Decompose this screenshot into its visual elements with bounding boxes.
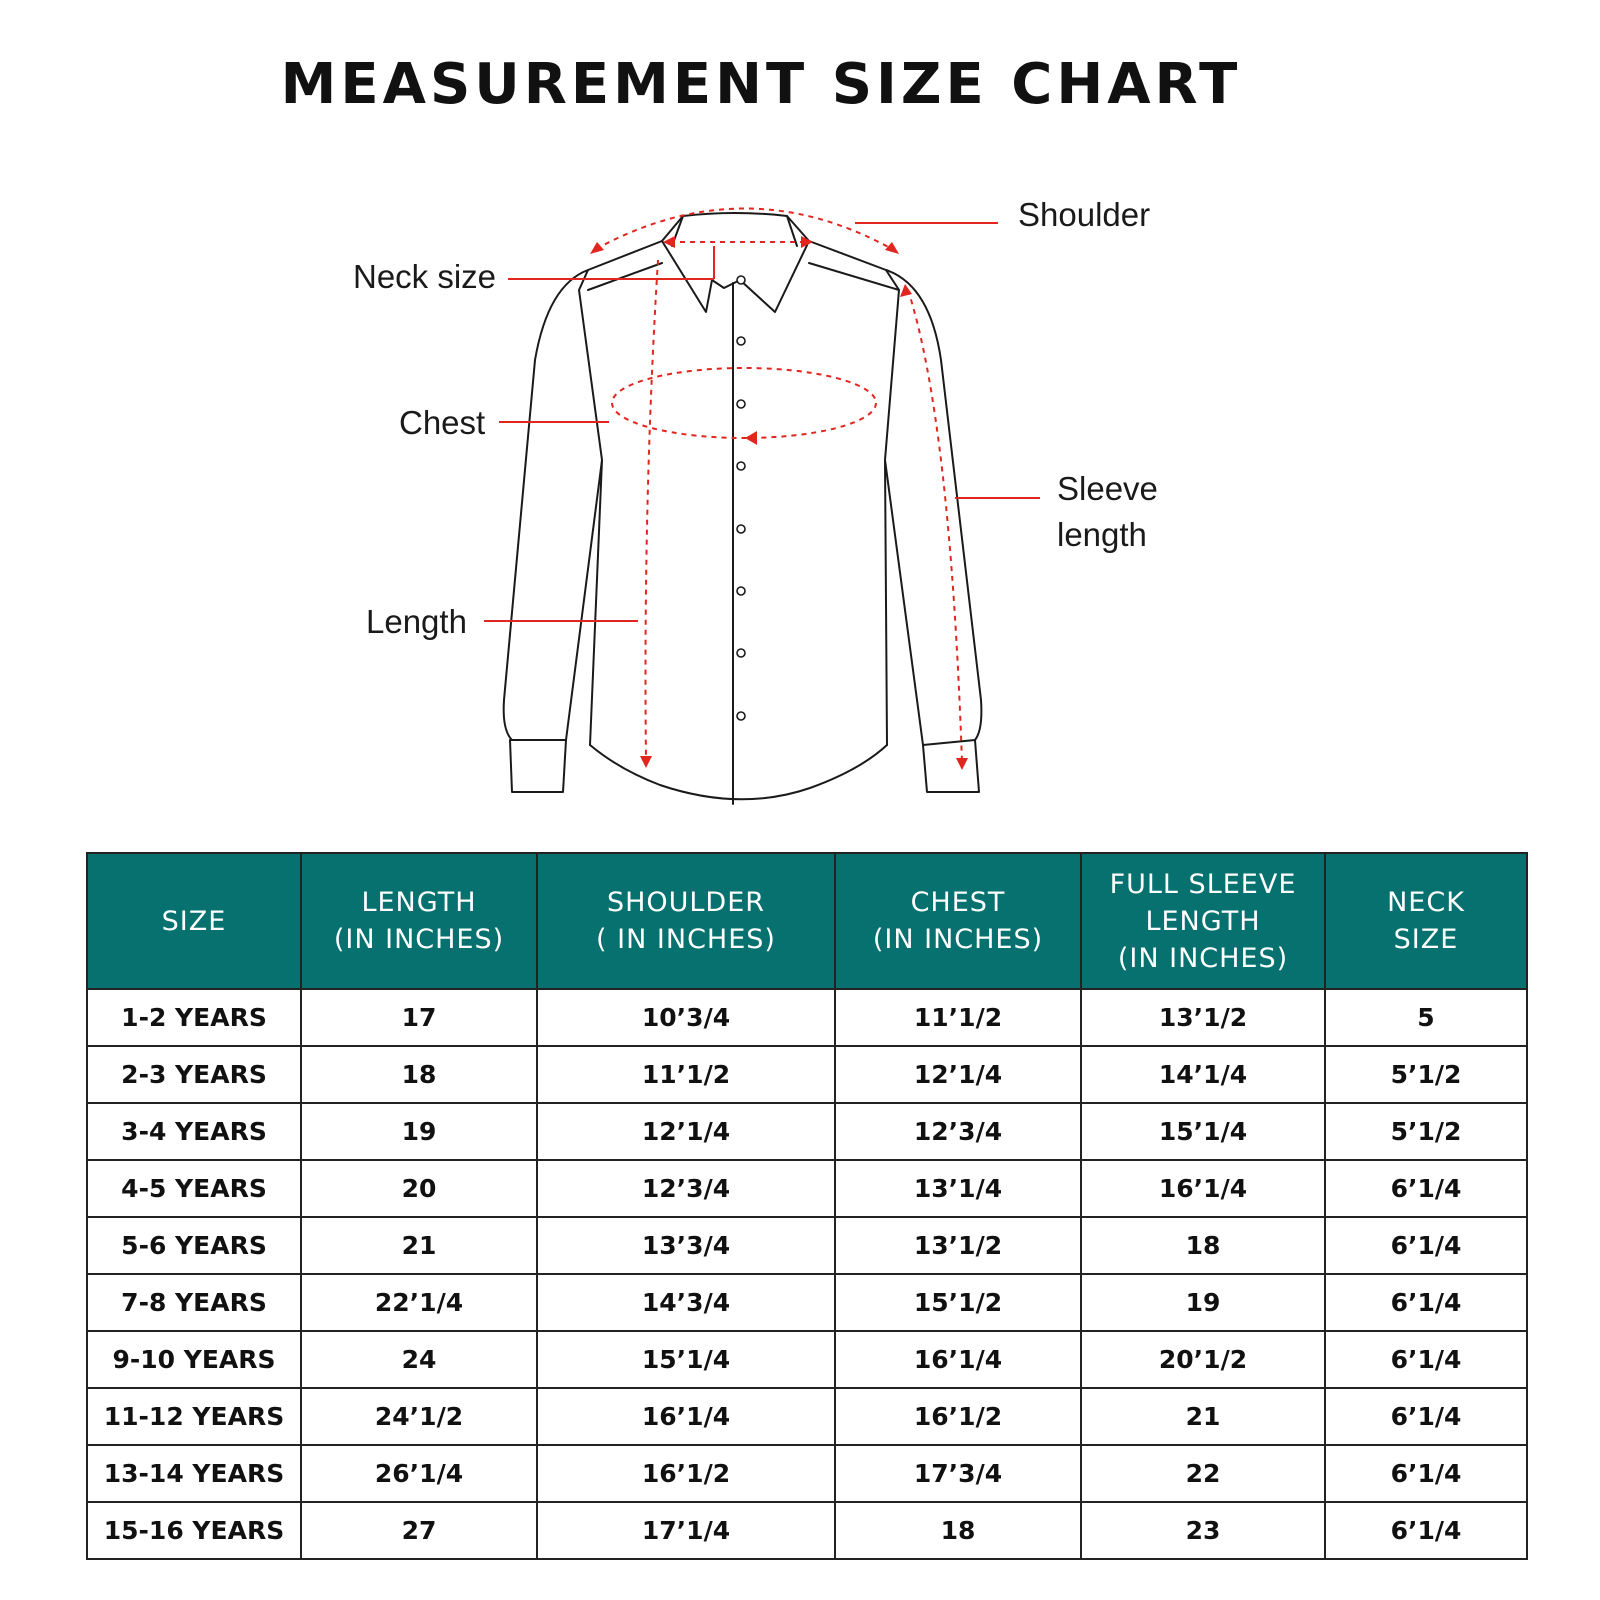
table-cell: 18 <box>301 1046 537 1103</box>
table-cell: 19 <box>1081 1274 1325 1331</box>
table-cell: 17’3/4 <box>835 1445 1081 1502</box>
table-cell: 23 <box>1081 1502 1325 1559</box>
table-row <box>87 1331 1527 1388</box>
table-cell: 14’3/4 <box>537 1274 835 1331</box>
table-row <box>87 1046 1527 1103</box>
table-row <box>87 1103 1527 1160</box>
column-header-label: SIZE <box>161 905 227 937</box>
table-cell: 16’1/4 <box>835 1331 1081 1388</box>
sleeve-length-label: Sleeve <box>1057 470 1158 507</box>
table-cell: 5-6 YEARS <box>87 1217 301 1274</box>
table-cell: 11-12 YEARS <box>87 1388 301 1445</box>
shirt-outline <box>504 213 982 804</box>
table-cell: 19 <box>301 1103 537 1160</box>
table-row <box>87 1502 1527 1559</box>
table-cell: 6’1/4 <box>1325 1445 1527 1502</box>
button-icon <box>737 587 745 595</box>
button-icon <box>737 337 745 345</box>
size-chart-table <box>86 852 1528 1560</box>
column-header-label: CHEST (IN INCHES) <box>872 887 1044 955</box>
table-cell: 5’1/2 <box>1325 1103 1527 1160</box>
table-cell: 22 <box>1081 1445 1325 1502</box>
neck-size-label: Neck size <box>353 258 497 295</box>
table-cell: 6’1/4 <box>1325 1502 1527 1559</box>
table-cell: 12’1/4 <box>537 1103 835 1160</box>
table-cell: 24’1/2 <box>301 1388 537 1445</box>
table-cell: 13-14 YEARS <box>87 1445 301 1502</box>
length-label: Length <box>366 603 467 640</box>
table-cell: 6’1/4 <box>1325 1274 1527 1331</box>
table-cell: 16’1/4 <box>537 1388 835 1445</box>
table-cell: 12’1/4 <box>835 1046 1081 1103</box>
table-cell: 15’1/4 <box>537 1331 835 1388</box>
table-cell: 13’1/4 <box>835 1160 1081 1217</box>
table-cell: 2-3 YEARS <box>87 1046 301 1103</box>
table-cell: 9-10 YEARS <box>87 1331 301 1388</box>
table-row <box>87 1445 1527 1502</box>
column-header-label: FULL SLEEVE LENGTH (IN INCHES) <box>1109 868 1297 974</box>
table-body <box>87 989 1527 1559</box>
column-header <box>537 853 835 989</box>
table-cell: 12’3/4 <box>537 1160 835 1217</box>
table-cell: 6’1/4 <box>1325 1160 1527 1217</box>
button-icon <box>737 649 745 657</box>
table-cell: 26’1/4 <box>301 1445 537 1502</box>
table-row <box>87 1217 1527 1274</box>
arrow-icon <box>590 242 604 254</box>
table-cell: 22’1/4 <box>301 1274 537 1331</box>
table-cell: 3-4 YEARS <box>87 1103 301 1160</box>
button-icon <box>737 712 745 720</box>
column-header-label: NECK SIZE <box>1387 887 1465 955</box>
table-cell: 5 <box>1325 989 1527 1046</box>
column-header <box>87 853 301 989</box>
chest-label: Chest <box>399 404 486 441</box>
shoulder-label: Shoulder <box>1018 196 1151 233</box>
table-cell: 11’1/2 <box>835 989 1081 1046</box>
table-cell: 21 <box>301 1217 537 1274</box>
button-icon <box>737 462 745 470</box>
table-cell: 16’1/4 <box>1081 1160 1325 1217</box>
table-cell: 11’1/2 <box>537 1046 835 1103</box>
arrow-icon <box>640 756 652 768</box>
table-cell: 13’1/2 <box>835 1217 1081 1274</box>
arrow-icon <box>745 431 757 445</box>
column-header <box>1081 853 1325 989</box>
table-cell: 21 <box>1081 1388 1325 1445</box>
page-title: MEASUREMENT SIZE CHART <box>280 52 1242 117</box>
table-cell: 1-2 YEARS <box>87 989 301 1046</box>
table-cell: 15-16 YEARS <box>87 1502 301 1559</box>
button-icon <box>737 525 745 533</box>
table-cell: 24 <box>301 1331 537 1388</box>
table-cell: 12’3/4 <box>835 1103 1081 1160</box>
table-row <box>87 1274 1527 1331</box>
table-cell: 5’1/2 <box>1325 1046 1527 1103</box>
table-cell: 14’1/4 <box>1081 1046 1325 1103</box>
column-header-label: LENGTH (IN INCHES) <box>333 887 505 955</box>
table-row <box>87 1388 1527 1445</box>
table-cell: 16’1/2 <box>835 1388 1081 1445</box>
arrow-icon <box>885 242 899 254</box>
table-cell: 4-5 YEARS <box>87 1160 301 1217</box>
sleeve-length-label-line2: length <box>1057 516 1147 553</box>
table-row <box>87 989 1527 1046</box>
table-cell: 15’1/4 <box>1081 1103 1325 1160</box>
table-cell: 16’1/2 <box>537 1445 835 1502</box>
table-cell: 18 <box>835 1502 1081 1559</box>
table-cell: 7-8 YEARS <box>87 1274 301 1331</box>
table-row <box>87 1160 1527 1217</box>
length-measure-line <box>646 260 659 760</box>
arrow-icon <box>956 758 968 770</box>
column-header <box>835 853 1081 989</box>
table-header-row <box>87 853 1527 989</box>
table-cell: 18 <box>1081 1217 1325 1274</box>
column-header <box>1325 853 1527 989</box>
table-cell: 15’1/2 <box>835 1274 1081 1331</box>
table-cell: 20 <box>301 1160 537 1217</box>
table-cell: 20’1/2 <box>1081 1331 1325 1388</box>
table-cell: 6’1/4 <box>1325 1331 1527 1388</box>
table-cell: 17’1/4 <box>537 1502 835 1559</box>
table-cell: 6’1/4 <box>1325 1388 1527 1445</box>
table-cell: 13’3/4 <box>537 1217 835 1274</box>
button-icon <box>737 400 745 408</box>
table-cell: 27 <box>301 1502 537 1559</box>
column-header <box>301 853 537 989</box>
button-icon <box>737 276 745 284</box>
table-cell: 10’3/4 <box>537 989 835 1046</box>
column-header-label: SHOULDER ( IN INCHES) <box>596 887 776 955</box>
table-cell: 17 <box>301 989 537 1046</box>
table-cell: 6’1/4 <box>1325 1217 1527 1274</box>
table-cell: 13’1/2 <box>1081 989 1325 1046</box>
